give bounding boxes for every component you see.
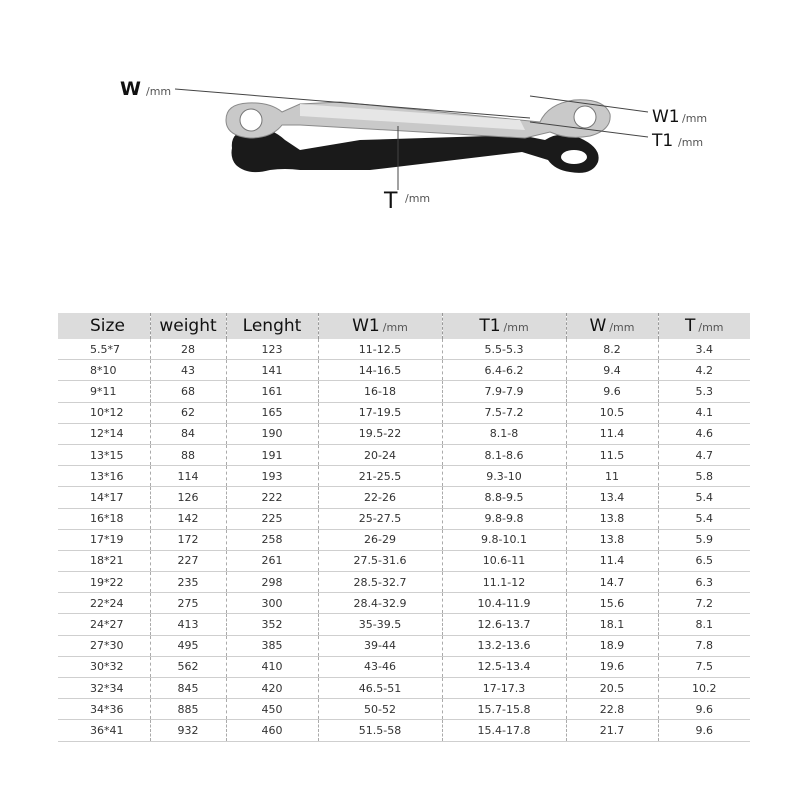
cell-length: 161: [226, 381, 318, 402]
cell-length: 450: [226, 699, 318, 720]
cell-w: 9.6: [566, 381, 658, 402]
cell-size: 9*11: [58, 381, 150, 402]
cell-t: 9.6: [658, 699, 750, 720]
cell-w1: 28.4-32.9: [318, 593, 442, 614]
table-row: [58, 423, 750, 444]
cell-weight: 88: [150, 444, 226, 465]
cell-t1: 15.7-15.8: [442, 699, 566, 720]
cell-size: 5.5*7: [58, 339, 150, 360]
cell-t1: 9.8-10.1: [442, 529, 566, 550]
cell-t: 7.5: [658, 656, 750, 677]
cell-weight: 932: [150, 720, 226, 741]
cell-weight: 28: [150, 339, 226, 360]
table-row: [58, 720, 750, 741]
cell-weight: 562: [150, 656, 226, 677]
cell-w1: 20-24: [318, 444, 442, 465]
cell-w1: 21-25.5: [318, 466, 442, 487]
cell-w: 19.6: [566, 656, 658, 677]
table-row: [58, 529, 750, 550]
spec-table: [58, 313, 750, 742]
cell-w1: 26-29: [318, 529, 442, 550]
table-row: [58, 593, 750, 614]
label-t-unit: /mm: [405, 192, 431, 205]
label-t: T: [384, 189, 398, 214]
cell-w: 9.4: [566, 360, 658, 381]
wrench-diagram: [0, 0, 800, 260]
cell-size: 17*19: [58, 529, 150, 550]
cell-w1: 35-39.5: [318, 614, 442, 635]
cell-w: 10.5: [566, 402, 658, 423]
cell-t1: 7.5-7.2: [442, 402, 566, 423]
header-size: Size: [58, 313, 150, 339]
cell-w: 13.8: [566, 529, 658, 550]
cell-w1: 28.5-32.7: [318, 572, 442, 593]
cell-size: 30*32: [58, 656, 150, 677]
table-row: [58, 360, 750, 381]
cell-w: 18.9: [566, 635, 658, 656]
cell-w1: 25-27.5: [318, 508, 442, 529]
table-row: [58, 550, 750, 571]
cell-t1: 12.5-13.4: [442, 656, 566, 677]
cell-w1: 17-19.5: [318, 402, 442, 423]
cell-weight: 275: [150, 593, 226, 614]
label-w: W: [120, 78, 141, 100]
cell-length: 300: [226, 593, 318, 614]
cell-size: 13*16: [58, 466, 150, 487]
cell-w: 22.8: [566, 699, 658, 720]
cell-w: 8.2: [566, 339, 658, 360]
cell-t: 5.9: [658, 529, 750, 550]
cell-t1: 8.1-8: [442, 423, 566, 444]
cell-length: 225: [226, 508, 318, 529]
cell-w1: 50-52: [318, 699, 442, 720]
cell-length: 191: [226, 444, 318, 465]
cell-t1: 9.3-10: [442, 466, 566, 487]
table-header-row: [58, 313, 750, 339]
cell-size: 12*14: [58, 423, 150, 444]
cell-t: 6.5: [658, 550, 750, 571]
cell-size: 18*21: [58, 550, 150, 571]
cell-w: 11.4: [566, 423, 658, 444]
cell-size: 16*18: [58, 508, 150, 529]
cell-w1: 51.5-58: [318, 720, 442, 741]
cell-t: 7.8: [658, 635, 750, 656]
cell-weight: 235: [150, 572, 226, 593]
cell-t1: 15.4-17.8: [442, 720, 566, 741]
cell-t1: 7.9-7.9: [442, 381, 566, 402]
cell-size: 34*36: [58, 699, 150, 720]
table-row: [58, 444, 750, 465]
header-w: W /mm: [566, 313, 658, 339]
cell-t1: 6.4-6.2: [442, 360, 566, 381]
cell-length: 165: [226, 402, 318, 423]
cell-t: 5.8: [658, 466, 750, 487]
cell-t: 10.2: [658, 678, 750, 699]
cell-size: 10*12: [58, 402, 150, 423]
cell-w: 11: [566, 466, 658, 487]
label-w1: W1: [652, 107, 680, 127]
cell-w1: 39-44: [318, 635, 442, 656]
cell-size: 36*41: [58, 720, 150, 741]
cell-t: 5.4: [658, 508, 750, 529]
cell-length: 258: [226, 529, 318, 550]
cell-length: 261: [226, 550, 318, 571]
cell-size: 32*34: [58, 678, 150, 699]
cell-w: 11.4: [566, 550, 658, 571]
table-row: [58, 614, 750, 635]
cell-weight: 84: [150, 423, 226, 444]
cell-length: 298: [226, 572, 318, 593]
table-row: [58, 402, 750, 423]
cell-t1: 12.6-13.7: [442, 614, 566, 635]
cell-t1: 5.5-5.3: [442, 339, 566, 360]
cell-weight: 845: [150, 678, 226, 699]
table-row: [58, 381, 750, 402]
cell-weight: 413: [150, 614, 226, 635]
label-t1: T1: [652, 131, 674, 151]
cell-size: 27*30: [58, 635, 150, 656]
cell-w: 21.7: [566, 720, 658, 741]
cell-weight: 62: [150, 402, 226, 423]
cell-weight: 172: [150, 529, 226, 550]
cell-weight: 227: [150, 550, 226, 571]
cell-weight: 495: [150, 635, 226, 656]
cell-t: 9.6: [658, 720, 750, 741]
cell-t1: 17-17.3: [442, 678, 566, 699]
cell-weight: 885: [150, 699, 226, 720]
cell-t1: 10.4-11.9: [442, 593, 566, 614]
cell-w1: 16-18: [318, 381, 442, 402]
cell-t: 5.3: [658, 381, 750, 402]
cell-t1: 8.8-9.5: [442, 487, 566, 508]
cell-length: 123: [226, 339, 318, 360]
header-length: Lenght: [226, 313, 318, 339]
cell-t: 7.2: [658, 593, 750, 614]
cell-w1: 46.5-51: [318, 678, 442, 699]
cell-w: 15.6: [566, 593, 658, 614]
cell-length: 222: [226, 487, 318, 508]
cell-size: 24*27: [58, 614, 150, 635]
cell-weight: 142: [150, 508, 226, 529]
cell-w: 20.5: [566, 678, 658, 699]
table-row: [58, 466, 750, 487]
cell-t: 6.3: [658, 572, 750, 593]
cell-w1: 14-16.5: [318, 360, 442, 381]
cell-t: 3.4: [658, 339, 750, 360]
cell-length: 141: [226, 360, 318, 381]
cell-weight: 43: [150, 360, 226, 381]
table-row: [58, 699, 750, 720]
cell-size: 22*24: [58, 593, 150, 614]
cell-t: 4.7: [658, 444, 750, 465]
label-t1-unit: /mm: [678, 136, 704, 149]
cell-length: 410: [226, 656, 318, 677]
table-row: [58, 635, 750, 656]
cell-t: 4.2: [658, 360, 750, 381]
cell-w1: 43-46: [318, 656, 442, 677]
cell-t: 4.1: [658, 402, 750, 423]
cell-length: 193: [226, 466, 318, 487]
cell-size: 19*22: [58, 572, 150, 593]
cell-t: 8.1: [658, 614, 750, 635]
header-t: T /mm: [658, 313, 750, 339]
cell-w1: 22-26: [318, 487, 442, 508]
cell-w1: 27.5-31.6: [318, 550, 442, 571]
cell-t: 4.6: [658, 423, 750, 444]
cell-w: 13.4: [566, 487, 658, 508]
cell-length: 385: [226, 635, 318, 656]
label-w-unit: /mm: [146, 85, 172, 98]
cell-size: 8*10: [58, 360, 150, 381]
cell-t1: 13.2-13.6: [442, 635, 566, 656]
cell-length: 420: [226, 678, 318, 699]
table-body: [58, 339, 750, 741]
cell-weight: 126: [150, 487, 226, 508]
cell-size: 13*15: [58, 444, 150, 465]
cell-w: 13.8: [566, 508, 658, 529]
lower-wrench-icon: [232, 128, 599, 173]
cell-w: 14.7: [566, 572, 658, 593]
cell-t1: 10.6-11: [442, 550, 566, 571]
cell-weight: 114: [150, 466, 226, 487]
header-w1: W1 /mm: [318, 313, 442, 339]
table-row: [58, 339, 750, 360]
table-row: [58, 508, 750, 529]
table-row: [58, 678, 750, 699]
cell-length: 352: [226, 614, 318, 635]
header-weight: weight: [150, 313, 226, 339]
cell-weight: 68: [150, 381, 226, 402]
cell-length: 460: [226, 720, 318, 741]
cell-w1: 19.5-22: [318, 423, 442, 444]
cell-w1: 11-12.5: [318, 339, 442, 360]
table-row: [58, 487, 750, 508]
cell-size: 14*17: [58, 487, 150, 508]
cell-t: 5.4: [658, 487, 750, 508]
cell-t1: 8.1-8.6: [442, 444, 566, 465]
cell-w: 11.5: [566, 444, 658, 465]
cell-t1: 9.8-9.8: [442, 508, 566, 529]
cell-length: 190: [226, 423, 318, 444]
table-row: [58, 572, 750, 593]
header-t1: T1 /mm: [442, 313, 566, 339]
upper-wrench-icon: [226, 100, 610, 138]
cell-t1: 11.1-12: [442, 572, 566, 593]
cell-w: 18.1: [566, 614, 658, 635]
table-row: [58, 656, 750, 677]
label-w1-unit: /mm: [682, 112, 708, 125]
